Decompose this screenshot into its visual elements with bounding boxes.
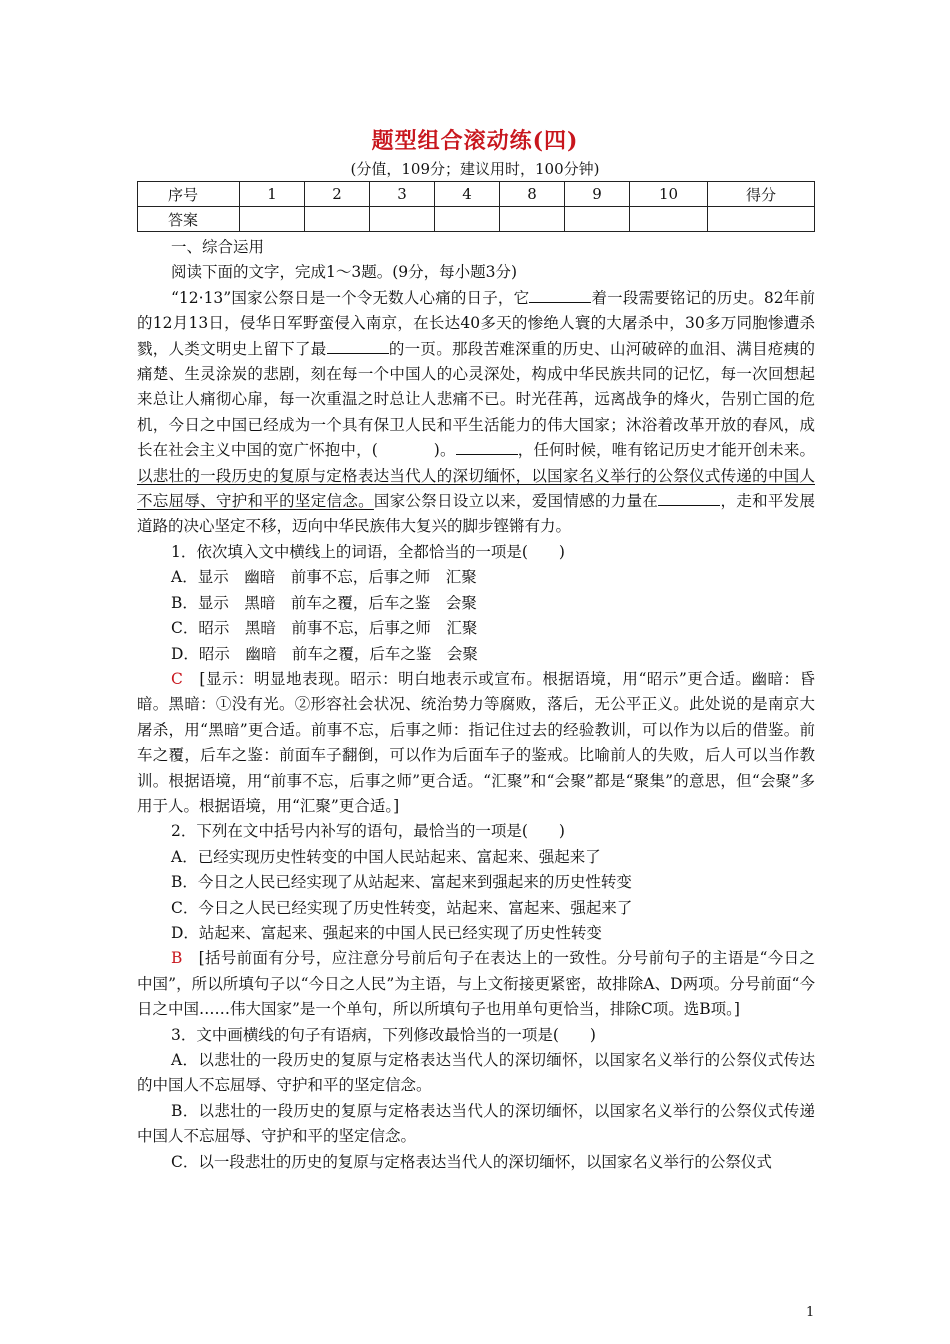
table-column-header: 8 [500,182,565,207]
answer-cell[interactable] [630,207,708,232]
document-body [137,235,815,1175]
question-3-option-a: A．以悲壮的一段历史的复原与定格表达当代人的深切缅怀，以国家名义举行的公祭仪式传达的中国人不忘屈辱、守护和平的坚定信念。 [137,1051,815,1095]
question-3-option-b: B．以悲壮的一段历史的复原与定格表达当代人的深切缅怀，以国家名义举行的公祭仪式传递中国人不忘屈辱、守护和平的坚定信念。 [137,1101,815,1146]
table-column-header: 10 [630,182,708,207]
question-2-option-c: C．今日之人民已经实现了历史性转变，站起来、富起来、强起来了 [171,898,633,917]
answer-cell[interactable] [435,207,500,232]
question-2-option-b: B．今日之人民已经实现了从站起来、富起来到强起来的历史性转变 [171,873,632,892]
question-3-stem: 3．文中画横线的句子有语病，下列修改最恰当的一项是( ) [171,1025,596,1044]
section-heading: 一、综合运用 [171,238,265,256]
table-score-header: 得分 [708,182,815,207]
answer-cell[interactable] [565,207,630,232]
table-row-label: 答案 [138,207,240,232]
question-1-option-c: C．昭示 黑暗 前事不忘，后事之师 汇聚 [171,619,478,638]
table-row [138,207,815,232]
answer-table [137,181,815,232]
answer-letter: B [171,949,183,968]
question-3-option-c: C．以一段悲壮的历史的复原与定格表达当代人的深切缅怀，以国家名义举行的公祭仪式 [171,1152,772,1171]
table-column-header: 2 [305,182,370,207]
question-1-stem: 1．依次填入文中横线上的词语，全都恰当的一项是( ) [171,542,565,561]
table-column-header: 4 [435,182,500,207]
question-2-stem: 2．下列在文中括号内补写的语句，最恰当的一项是( ) [171,822,565,841]
score-cell[interactable] [708,207,815,232]
answer-cell[interactable] [305,207,370,232]
table-column-header: 3 [370,182,435,207]
question-1-option-d: D．昭示 幽暗 前车之覆，后车之鉴 会聚 [171,644,478,663]
fill-blank [658,490,720,506]
question-1-answer [137,667,815,819]
question-2-option-a: A．已经实现历史性转变的中国人民站起来、富起来、强起来了 [171,847,601,866]
answer-explanation: [括号前面有分号，应注意分号前后句子在表达上的一致性。分号前句子的主语是“今日之中国”，所以所填句子以“今日之人民”为主语，与上文衔接更紧密，故排除A、D两项。分号前面“今日之中国……伟大国家”是一个单句，所以所填句子也用单句更恰当，排除C项。选B项。] [137,949,815,1019]
underlined-sentence: 以悲壮的一段历史的复原与定格表达当代人的深切缅怀，以国家名义举行的公祭仪式传递的中国人不忘屈辱、守护和平的坚定信念。 [137,466,815,511]
fill-blank [327,338,389,354]
fill-blank [456,439,518,455]
page-number: 1 [806,1305,815,1320]
answer-cell[interactable] [240,207,305,232]
table-column-header: 1 [240,182,305,207]
page-subtitle: (分值，109分；建议用时，100分钟) [350,160,600,178]
table-header-label: 序号 [138,182,240,207]
fill-blank [529,287,591,303]
answer-cell[interactable] [370,207,435,232]
answer-cell[interactable] [500,207,565,232]
question-1-option-a: A．显示 幽暗 前事不忘，后事之师 汇聚 [171,568,477,587]
question-2-option-d: D．站起来、富起来、强起来的中国人民已经实现了历史性转变 [171,923,602,942]
reading-passage: “12·13”国家公祭日是一个令无数人心痛的日子，它 着一段需要铭记的历史。82年前的12月13日，侵华日军野蛮侵入南京，在长达40多天的惨绝人寰的大屠杀中，30多万同胞惨遭杀戮，人类文明史上留下了最 的一页。那段苦难深重的历史、山河破碎的血泪、满目疮痍的痛楚、生灵涂炭的悲剧，刻在每一个中国人的心灵深处，构成中华民族共同的记忆，每一次回想起来总让人痛彻心扉，每一次重温之时总让人悲痛不已。时光荏苒，远离战争的烽火，告别亡国的危机，今日之中国已经成为一个具有保卫人民和平生活能力的伟大国家；沐浴着改革开放的春风，成长在社会主义中国的宽广怀抱中，( )。 ，任何时候，唯有铭记历史才能开创未来。以悲壮的一段历史的复原与定格表达当代人的深切缅怀，以国家名义举行的公祭仪式传递的中国人不忘屈辱、守护和平的坚定信念。国家公祭日设立以来，爱国情感的力量在 ，走和平发展道路的决心坚定不移，迈向中华民族伟大复兴的脚步铿锵有力。 [137,288,815,536]
question-2-answer [137,946,815,1022]
answer-letter: C [171,669,183,688]
table-column-header: 9 [565,182,630,207]
table-row [138,182,815,207]
answer-explanation: [显示：明显地表现。昭示：明白地表示或宣布。根据语境，用“昭示”更合适。幽暗：昏暗。黑暗：①没有光。②形容社会状况、统治势力等腐败，落后，无公平正义。此处说的是南京大屠杀，用“黑暗”更合适。前事不忘，后事之师：指记住过去的经验教训，可以作为以后的借鉴。前车之覆，后车之鉴：前面车子翻倒，可以作为后面车子的鉴戒。比喻前人的失败，后人可以当作教训。根据语境，用“前事不忘，后事之师”更合适。“汇聚”和“会聚”都是“聚集”的意思，但“会聚”多用于人。根据语境，用“汇聚”更合适。] [137,669,815,815]
question-1-option-b: B．显示 黑暗 前车之覆，后车之鉴 会聚 [171,593,477,612]
page-title: 题型组合滚动练(四) [371,128,579,154]
instructions: 阅读下面的文字，完成1～3题。(9分，每小题3分) [171,263,518,282]
